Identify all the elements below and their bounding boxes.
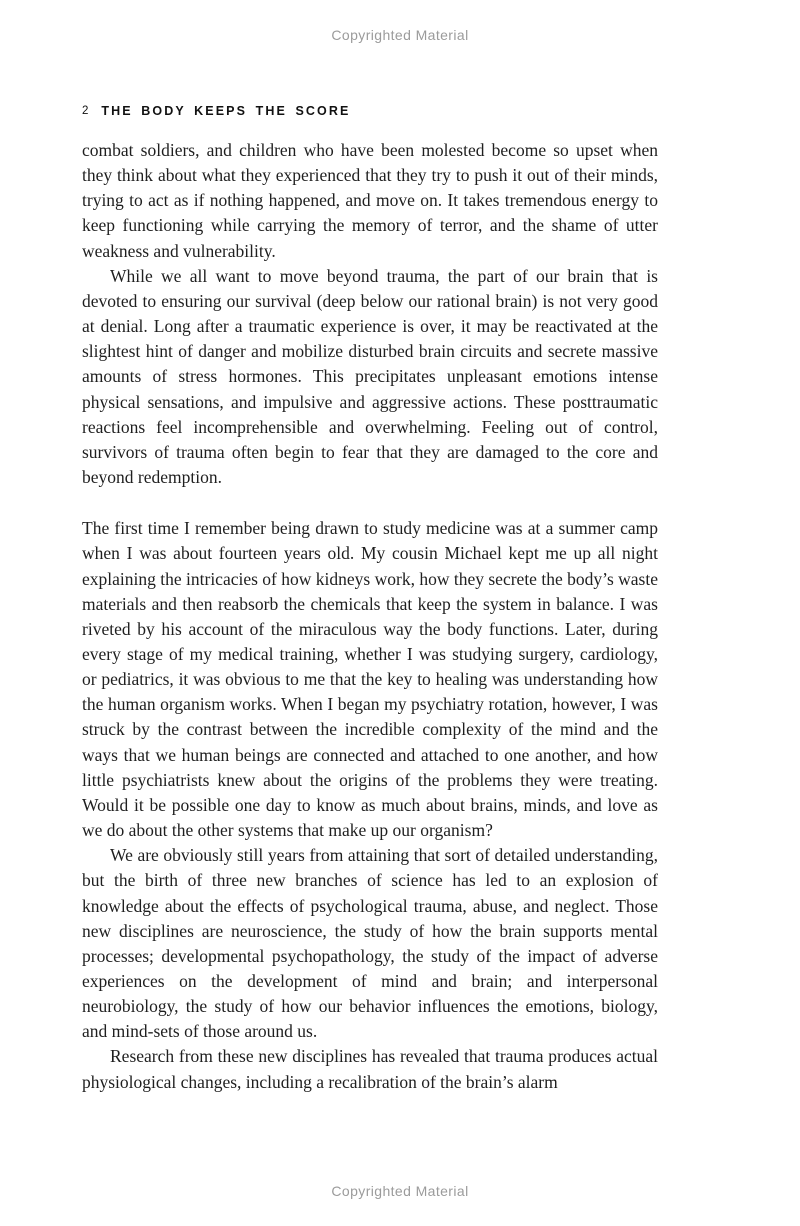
copyright-notice-bottom: Copyrighted Material [331, 1183, 469, 1199]
paragraph: We are obviously still years from attaining that sort of detailed understanding, but the birth of three new branches of science has led to an explosion of knowledge about the effects of psychological trauma, abuse, and neglect. Those new disciplines are neuroscience, the study of how the brain supports mental processes; developmental psychopathology, the study of the impact of adverse experiences on the development of mind and brain; and interpersonal neurobiology, the study of how our behavior influences the emotions, biology, and mind-sets of those around us. [82, 845, 658, 1042]
running-title: THE BODY KEEPS THE SCORE [101, 104, 351, 118]
paragraph: combat soldiers, and children who have been molested become so upset when they think about what they experienced that they try to push it out of their minds, trying to act as if nothing happened, and move on. It takes tremendous energy to keep functioning while carrying the memory of terror, and the shame of utter weakness and vulnerability. [82, 140, 658, 261]
page-body [82, 138, 658, 1095]
page-header [82, 102, 658, 120]
paragraph: The first time I remember being drawn to study medicine was at a summer camp when I was about fourteen years old. My cousin Michael kept me up all night explaining the intricacies of how kidneys work, how they secrete the body’s waste materials and then reabsorb the chemicals that keep the system in balance. I was riveted by his account of the miraculous way the body functions. Later, during every stage of my medical training, whether I was studying surgery, cardiology, or pediatrics, it was obvious to me that the key to healing was understanding how the human organism works. When I began my psychiatry rotation, however, I was struck by the contrast between the incredible complexity of the mind and the ways that we human beings are connected and attached to one another, and how little psychiatrists knew about the origins of the problems they were treating. Would it be possible one day to know as much about brains, minds, and love as we do about the other systems that make up our organism? [82, 518, 658, 841]
copyright-notice-top: Copyrighted Material [331, 27, 469, 43]
paragraph: While we all want to move beyond trauma, the part of our brain that is devoted to ensuring our survival (deep below our rational brain) is not very good at denial. Long after a traumatic experience is over, it may be reactivated at the slightest hint of danger and mobilize disturbed brain circuits and secrete massive amounts of stress hormones. This precipitates unpleasant emotions intense physical sensations, and impulsive and aggressive actions. These posttraumatic reactions feel incomprehensible and overwhelming. Feeling out of control, survivors of trauma often begin to fear that they are damaged to the core and beyond redemption. [82, 265, 658, 488]
page-number: 2 [82, 105, 89, 117]
paragraph: Research from these new disciplines has revealed that trauma produces actual physiological changes, including a recalibration of the brain’s alarm [82, 1046, 658, 1092]
